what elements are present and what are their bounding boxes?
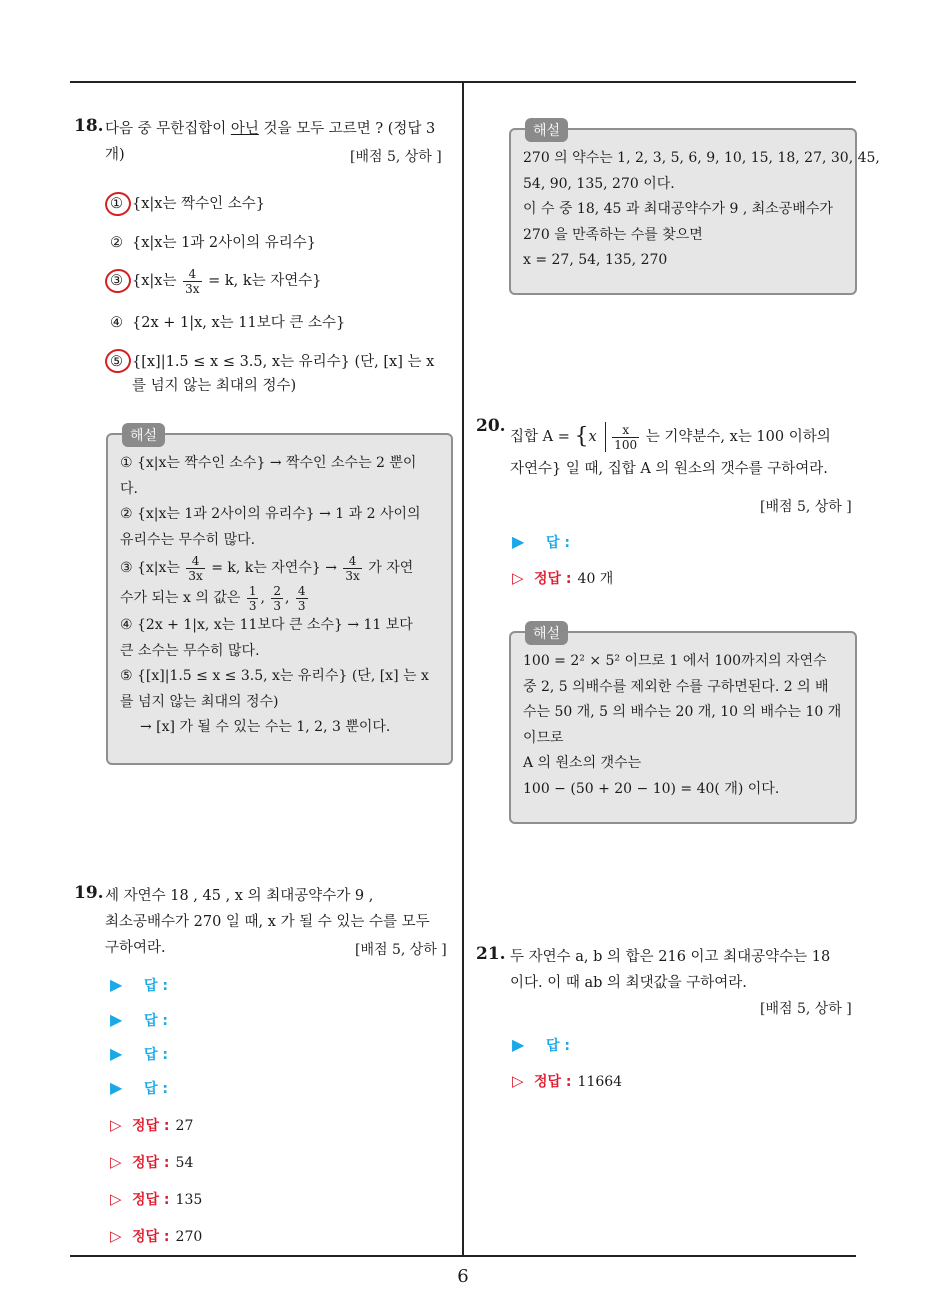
page-number: 6: [457, 1266, 469, 1287]
question-18-meta: [배점 5, 상하 ]: [350, 149, 442, 165]
bottom-rule: [70, 1255, 856, 1257]
correct-answer-row: ▷ 정답 : 40 개: [512, 569, 614, 587]
solution-tag: 해설: [122, 423, 165, 447]
correct-answer-row: ▷ 정답 : 11664: [512, 1072, 623, 1090]
solution-tag: 해설: [525, 118, 568, 142]
correct-answer-row: ▷ 정답 : 54: [110, 1153, 194, 1171]
column-divider: [462, 82, 464, 1257]
correct-answer-row: ▷ 정답 : 270: [110, 1227, 203, 1245]
question-18-text: 다음 중 무한집합이 아닌 것을 모두 고르면 ? (정답 3 개): [105, 121, 436, 163]
question-20-solution: 해설 100 = 2² × 5² 이므로 1 에서 100까지의 자연수 중 2, 5 의배수를 제외한 수를 구하면된다. 2 의 배 수는 50 개, 5 의 배수는 20 개, 10 의 배수는 10 개 이므로 A 의 원소의 갯수는 100 − (50 + 20 − 10) = 40( 개) 이다.: [509, 631, 857, 824]
question-20-meta: [배점 5, 상하 ]: [760, 499, 852, 515]
answer-input-row[interactable]: ▶ 답 :: [512, 1035, 570, 1054]
option-4[interactable]: ④ {2x + 1|x, x는 11보다 큰 소수}: [110, 315, 346, 331]
solution-tag: 해설: [525, 621, 568, 645]
answer-input-row[interactable]: ▶ 답 :: [110, 1078, 168, 1097]
question-21-meta: [배점 5, 상하 ]: [760, 1001, 852, 1017]
question-19-number: 19.: [74, 883, 104, 903]
question-21-number: 21.: [476, 944, 506, 964]
question-18-number: 18.: [74, 116, 104, 136]
answer-input-row[interactable]: ▶ 답 :: [110, 1010, 168, 1029]
correct-answer-row: ▷ 정답 : 27: [110, 1116, 194, 1134]
option-1[interactable]: ① {x|x는 짝수인 소수}: [110, 196, 265, 212]
question-19-text: 세 자연수 18 , 45 , x 의 최대공약수가 9 , 최소공배수가 270 일 때, x 가 될 수 있는 수를 모두 구하여라.: [105, 888, 430, 956]
option-2[interactable]: ② {x|x는 1과 2사이의 유리수}: [110, 235, 317, 251]
answer-input-row[interactable]: ▶ 답 :: [110, 975, 168, 994]
question-20-number: 20.: [476, 416, 506, 436]
answer-input-row[interactable]: ▶ 답 :: [512, 532, 570, 551]
question-20-text: 집합 A = {x $\frac{x}{100}$ 는 기약분수, x는 100 이하의 자연수} 일 때, 집합 A 의 원소의 갯수를 구하여라.: [510, 422, 831, 477]
correct-answer-row: ▷ 정답 : 135: [110, 1190, 203, 1208]
option-5[interactable]: ⑤ {[x]|1.5 ≤ x ≤ 3.5, x는 유리수} (단, [x] 는 x 를 넘지 않는 최대의 정수): [110, 354, 435, 394]
question-18-solution: 해설 ① {x|x는 짝수인 소수} → 짝수인 소수는 2 뿐이 다. ② {x|x는 1과 2사이의 유리수} → 1 과 2 사이의 유리수는 무수히 많다. ③ {x|x는 $\frac{4}{3x}$ = k, k는 자연수} → $\frac{4}{3x}$ 가 자연 수가 되는 x 의 값은 $\frac{1}{3}$ , $\frac{2}{3}$ , $\frac{4}{3}$ ④ {2x + 1|x, x는 11보다 큰 소수} → 11 보다 큰 소수는 무수히 많다. ⑤ {[x]|1.5 ≤ x ≤ 3.5, x는 유리수} (단, [x] 는 x 를 넘지 않는 최대의 정수) → [x] 가 될 수 있는 수는 1, 2, 3 뿐이다.: [106, 433, 453, 765]
option-3[interactable]: ③ {x|x는 $\frac{4}{3x}$ = k, k는 자연수}: [110, 266, 322, 296]
question-19-meta: [배점 5, 상하 ]: [355, 942, 447, 958]
question-21-text: 두 자연수 a, b 의 합은 216 이고 최대공약수는 18 이다. 이 때 ab 의 최댓값을 구하여라.: [510, 949, 831, 991]
question-19-solution: 해설 270 의 약수는 1, 2, 3, 5, 6, 9, 10, 15, 18, 27, 30, 45, 54, 90, 135, 270 이다. 이 수 중 18, 45 과 최대공약수가 9 , 최소공배수가 270 을 만족하는 수를 찾으면 x = 27, 54, 135, 270: [509, 128, 857, 295]
answer-input-row[interactable]: ▶ 답 :: [110, 1044, 168, 1063]
fraction: $\frac{4}{3x}$: [185, 266, 200, 296]
